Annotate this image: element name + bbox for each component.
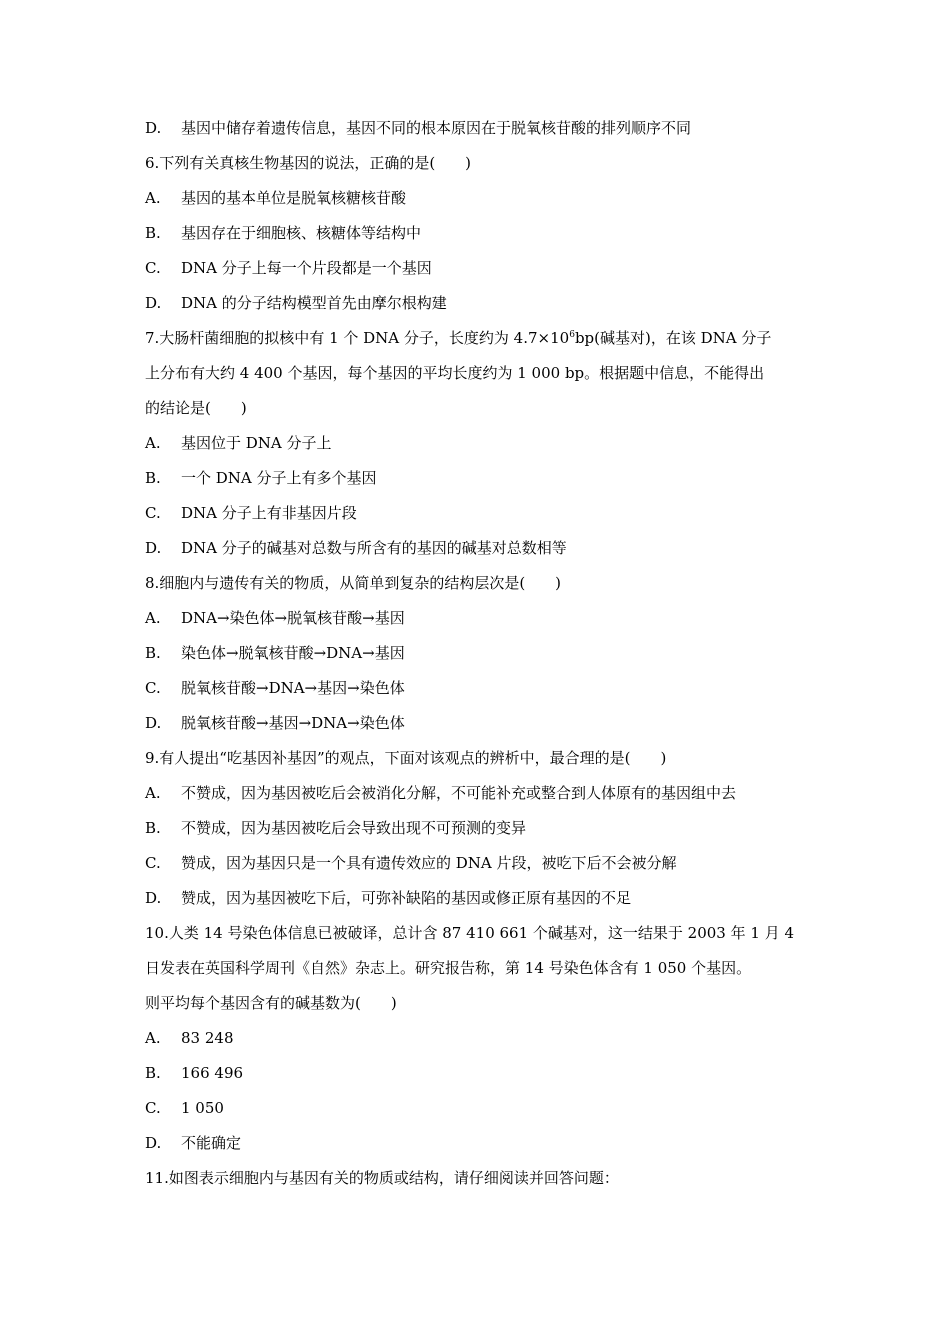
option-text: 基因的基本单位是脱氧核糖核苷酸 (181, 189, 407, 207)
option-letter: B. (145, 644, 161, 662)
q7-stem-pre: 7.大肠杆菌细胞的拟核中有 1 个 DNA 分子，长度约为 4.7×10 (145, 329, 570, 347)
option-letter: C. (145, 259, 161, 277)
option-text: 不赞成，因为基因被吃后会导致出现不可预测的变异 (181, 819, 527, 837)
q10-stem-line-3: 则平均每个基因含有的碱基数为( ) (145, 994, 397, 1012)
q9-option-c (145, 853, 815, 873)
option-letter: B. (145, 1064, 161, 1082)
q10-option-a (145, 1028, 815, 1048)
option-letter: D. (145, 714, 162, 732)
option-text: DNA 分子的碱基对总数与所含有的基因的碱基对总数相等 (181, 539, 567, 557)
q7-option-b (145, 468, 815, 488)
q10-option-c (145, 1098, 815, 1118)
q6-option-c (145, 258, 815, 278)
q11-stem: 11.如图表示细胞内与基因有关的物质或结构，请仔细阅读并回答问题： (145, 1169, 619, 1187)
option-text: 166 496 (181, 1064, 244, 1082)
option-text: 赞成，因为基因被吃下后，可弥补缺陷的基因或修正原有基因的不足 (181, 889, 632, 907)
option-text: 一个 DNA 分子上有多个基因 (181, 469, 377, 487)
option-letter: C. (145, 504, 161, 522)
q9-option-a (145, 783, 815, 803)
option-letter: A. (145, 434, 161, 452)
option-text: 不赞成，因为基因被吃后会被消化分解，不可能补充或整合到人体原有的基因组中去 (181, 784, 737, 802)
option-letter: B. (145, 224, 161, 242)
option-text: 赞成，因为基因只是一个具有遗传效应的 DNA 片段，被吃下后不会被分解 (181, 854, 677, 872)
q6-option-b (145, 223, 815, 243)
option-text: 脱氧核苷酸→基因→DNA→染色体 (181, 714, 405, 732)
q7-stem-line-3: 的结论是( ) (145, 399, 247, 417)
q8-option-b (145, 643, 815, 663)
option-letter: C. (145, 1099, 161, 1117)
q6-stem: 6.下列有关真核生物基因的说法，正确的是( ) (145, 154, 472, 172)
option-text: DNA 分子上每一个片段都是一个基因 (181, 259, 432, 277)
option-text: 不能确定 (181, 1134, 242, 1152)
q7-stem-line-2: 上分布有大约 4 400 个基因，每个基因的平均长度约为 1 000 bp。根据题中信息，不能得出 (145, 364, 765, 382)
option-text: 脱氧核苷酸→DNA→基因→染色体 (181, 679, 405, 697)
option-text: 染色体→脱氧核苷酸→DNA→基因 (181, 644, 405, 662)
q7-option-d (145, 538, 815, 558)
q10-option-b (145, 1063, 815, 1083)
option-text: 基因存在于细胞核、核糖体等结构中 (181, 224, 422, 242)
option-letter: C. (145, 854, 161, 872)
option-letter: A. (145, 189, 161, 207)
q7-option-c (145, 503, 815, 523)
option-letter: A. (145, 784, 161, 802)
option-text: DNA→染色体→脱氧核苷酸→基因 (181, 609, 405, 627)
q8-stem: 8.细胞内与遗传有关的物质，从简单到复杂的结构层次是( ) (145, 574, 562, 592)
q8-option-d (145, 713, 815, 733)
option-text: 1 050 (181, 1099, 224, 1117)
option-letter: B. (145, 469, 161, 487)
q10-option-d (145, 1133, 815, 1153)
option-letter: A. (145, 609, 161, 627)
option-letter: D. (145, 119, 162, 137)
option-text: 基因位于 DNA 分子上 (181, 434, 332, 452)
prev-option-d (145, 118, 815, 138)
option-text: DNA 分子上有非基因片段 (181, 504, 357, 522)
q9-option-b (145, 818, 815, 838)
q7-option-a (145, 433, 815, 453)
q6-option-d (145, 293, 815, 313)
option-text: 基因中储存着遗传信息，基因不同的根本原因在于脱氧核苷酸的排列顺序不同 (181, 119, 692, 137)
option-letter: A. (145, 1029, 161, 1047)
q7-exponent: 6 (569, 330, 575, 340)
q7-stem-line-1 (145, 328, 815, 348)
q6-option-a (145, 188, 815, 208)
option-text: DNA 的分子结构模型首先由摩尔根构建 (181, 294, 447, 312)
option-letter: B. (145, 819, 161, 837)
q8-option-c (145, 678, 815, 698)
q8-option-a (145, 608, 815, 628)
q9-option-d (145, 888, 815, 908)
q7-stem-post: bp(碱基对)，在该 DNA 分子 (574, 329, 772, 347)
q10-stem-line-2: 日发表在英国科学周刊《自然》杂志上。研究报告称，第 14 号染色体含有 1 050 个基因。 (145, 959, 752, 977)
option-letter: C. (145, 679, 161, 697)
q9-stem: 9.有人提出“吃基因补基因”的观点，下面对该观点的辨析中，最合理的是( ) (145, 749, 667, 767)
option-letter: D. (145, 1134, 162, 1152)
option-letter: D. (145, 889, 162, 907)
q10-stem-line-1: 10.人类 14 号染色体信息已被破译，总计含 87 410 661 个碱基对，这一结果于 2003 年 1 月 4 (145, 924, 795, 942)
option-text: 83 248 (181, 1029, 234, 1047)
option-letter: D. (145, 294, 162, 312)
option-letter: D. (145, 539, 162, 557)
